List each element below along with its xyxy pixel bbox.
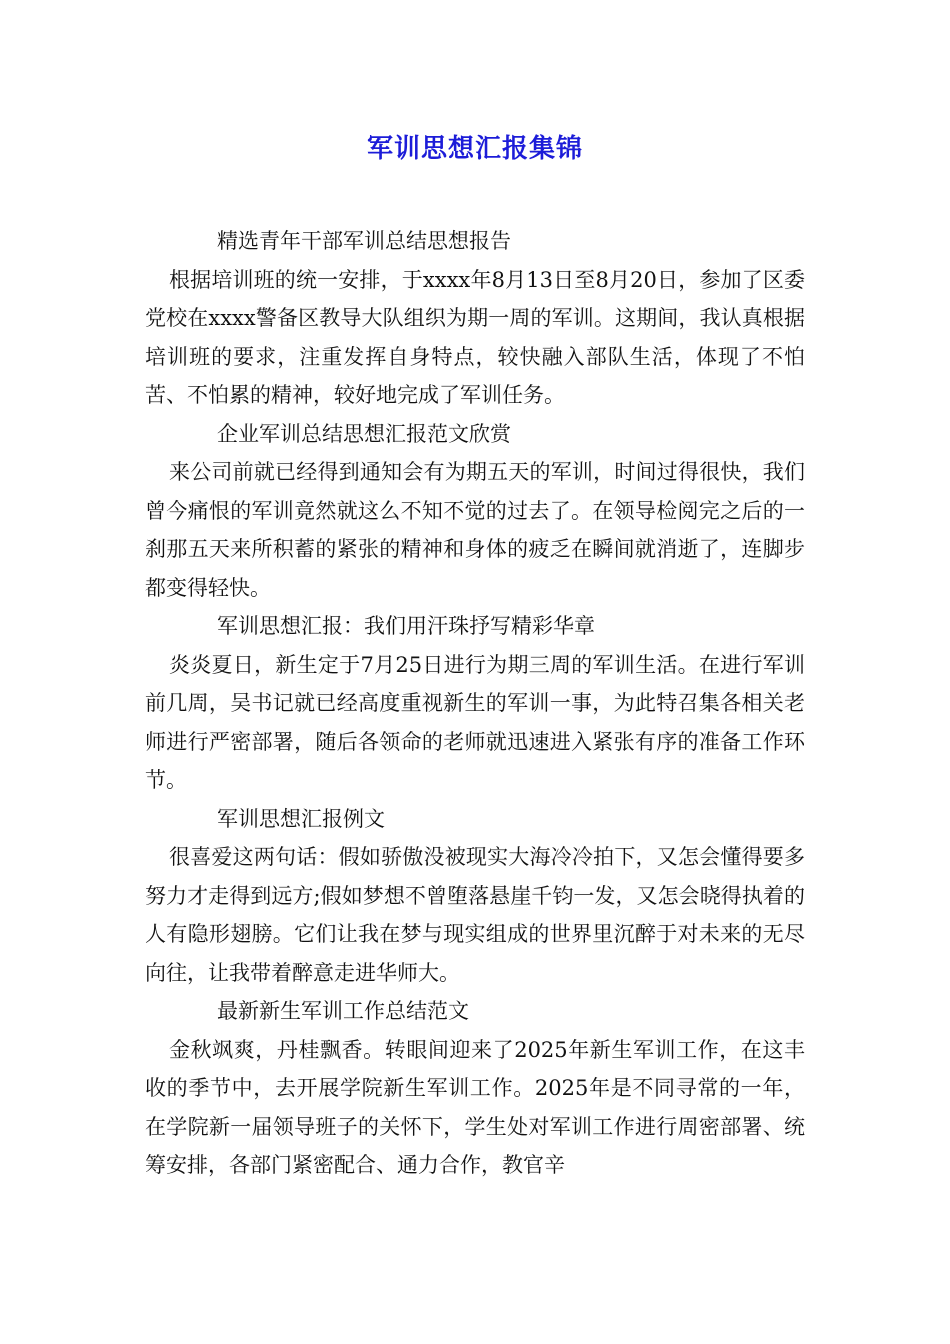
- document-body: [145, 222, 805, 1185]
- section-paragraph: 根据培训班的统一安排，于xxxx年8月13日至8月20日，参加了区委党校在xxxx警备区教导大队组织为期一周的军训。这期间，我认真根据培训班的要求，注重发挥自身特点，较快融入部队生活，体现了不怕苦、不怕累的精神，较好地完成了军训任务。: [145, 267, 805, 407]
- section-paragraph: 来公司前就已经得到通知会有为期五天的军训，时间过得很快，我们曾今痛恨的军训竟然就这么不知不觉的过去了。在领导检阅完之后的一刹那五天来所积蓄的紧张的精神和身体的疲乏在瞬间就消逝了，连脚步都变得轻快。: [145, 460, 805, 600]
- section-heading: 最新新生军训工作总结范文: [217, 999, 469, 1023]
- section-paragraph: 很喜爱这两句话：假如骄傲没被现实大海冷冷拍下，又怎会懂得要多努力才走得到远方;假如梦想不曾堕落悬崖千钧一发，又怎会晓得执着的人有隐形翅膀。它们让我在梦与现实组成的世界里沉醉于对未来的无尽向往，让我带着醉意走进华师大。: [145, 845, 805, 985]
- section-heading: 军训思想汇报例文: [217, 806, 385, 831]
- section-paragraph: 炎炎夏日，新生定于7月25日进行为期三周的军训生活。在进行军训前几周，吴书记就已经高度重视新生的军训一事，为此特召集各相关老师进行严密部署，随后各领命的老师就迅速进入紧张有序的准备工作环节。: [145, 652, 805, 792]
- section-heading: 企业军训总结思想汇报范文欣赏: [217, 421, 511, 446]
- section-paragraph: 金秋飒爽，丹桂飘香。转眼间迎来了2025年新生军训工作，在这丰收的季节中，去开展学院新生军训工作。2025年是不同寻常的一年，在学院新一届领导班子的关怀下，学生处对军训工作进行周密部署、统筹安排，各部门紧密配合、通力合作，教官辛: [145, 1037, 805, 1177]
- document-title: 军训思想汇报集锦: [366, 134, 583, 164]
- section-heading: 军训思想汇报：我们用汗珠抒写精彩华章: [217, 614, 595, 638]
- section-heading: 精选青年干部军训总结思想报告: [217, 229, 511, 253]
